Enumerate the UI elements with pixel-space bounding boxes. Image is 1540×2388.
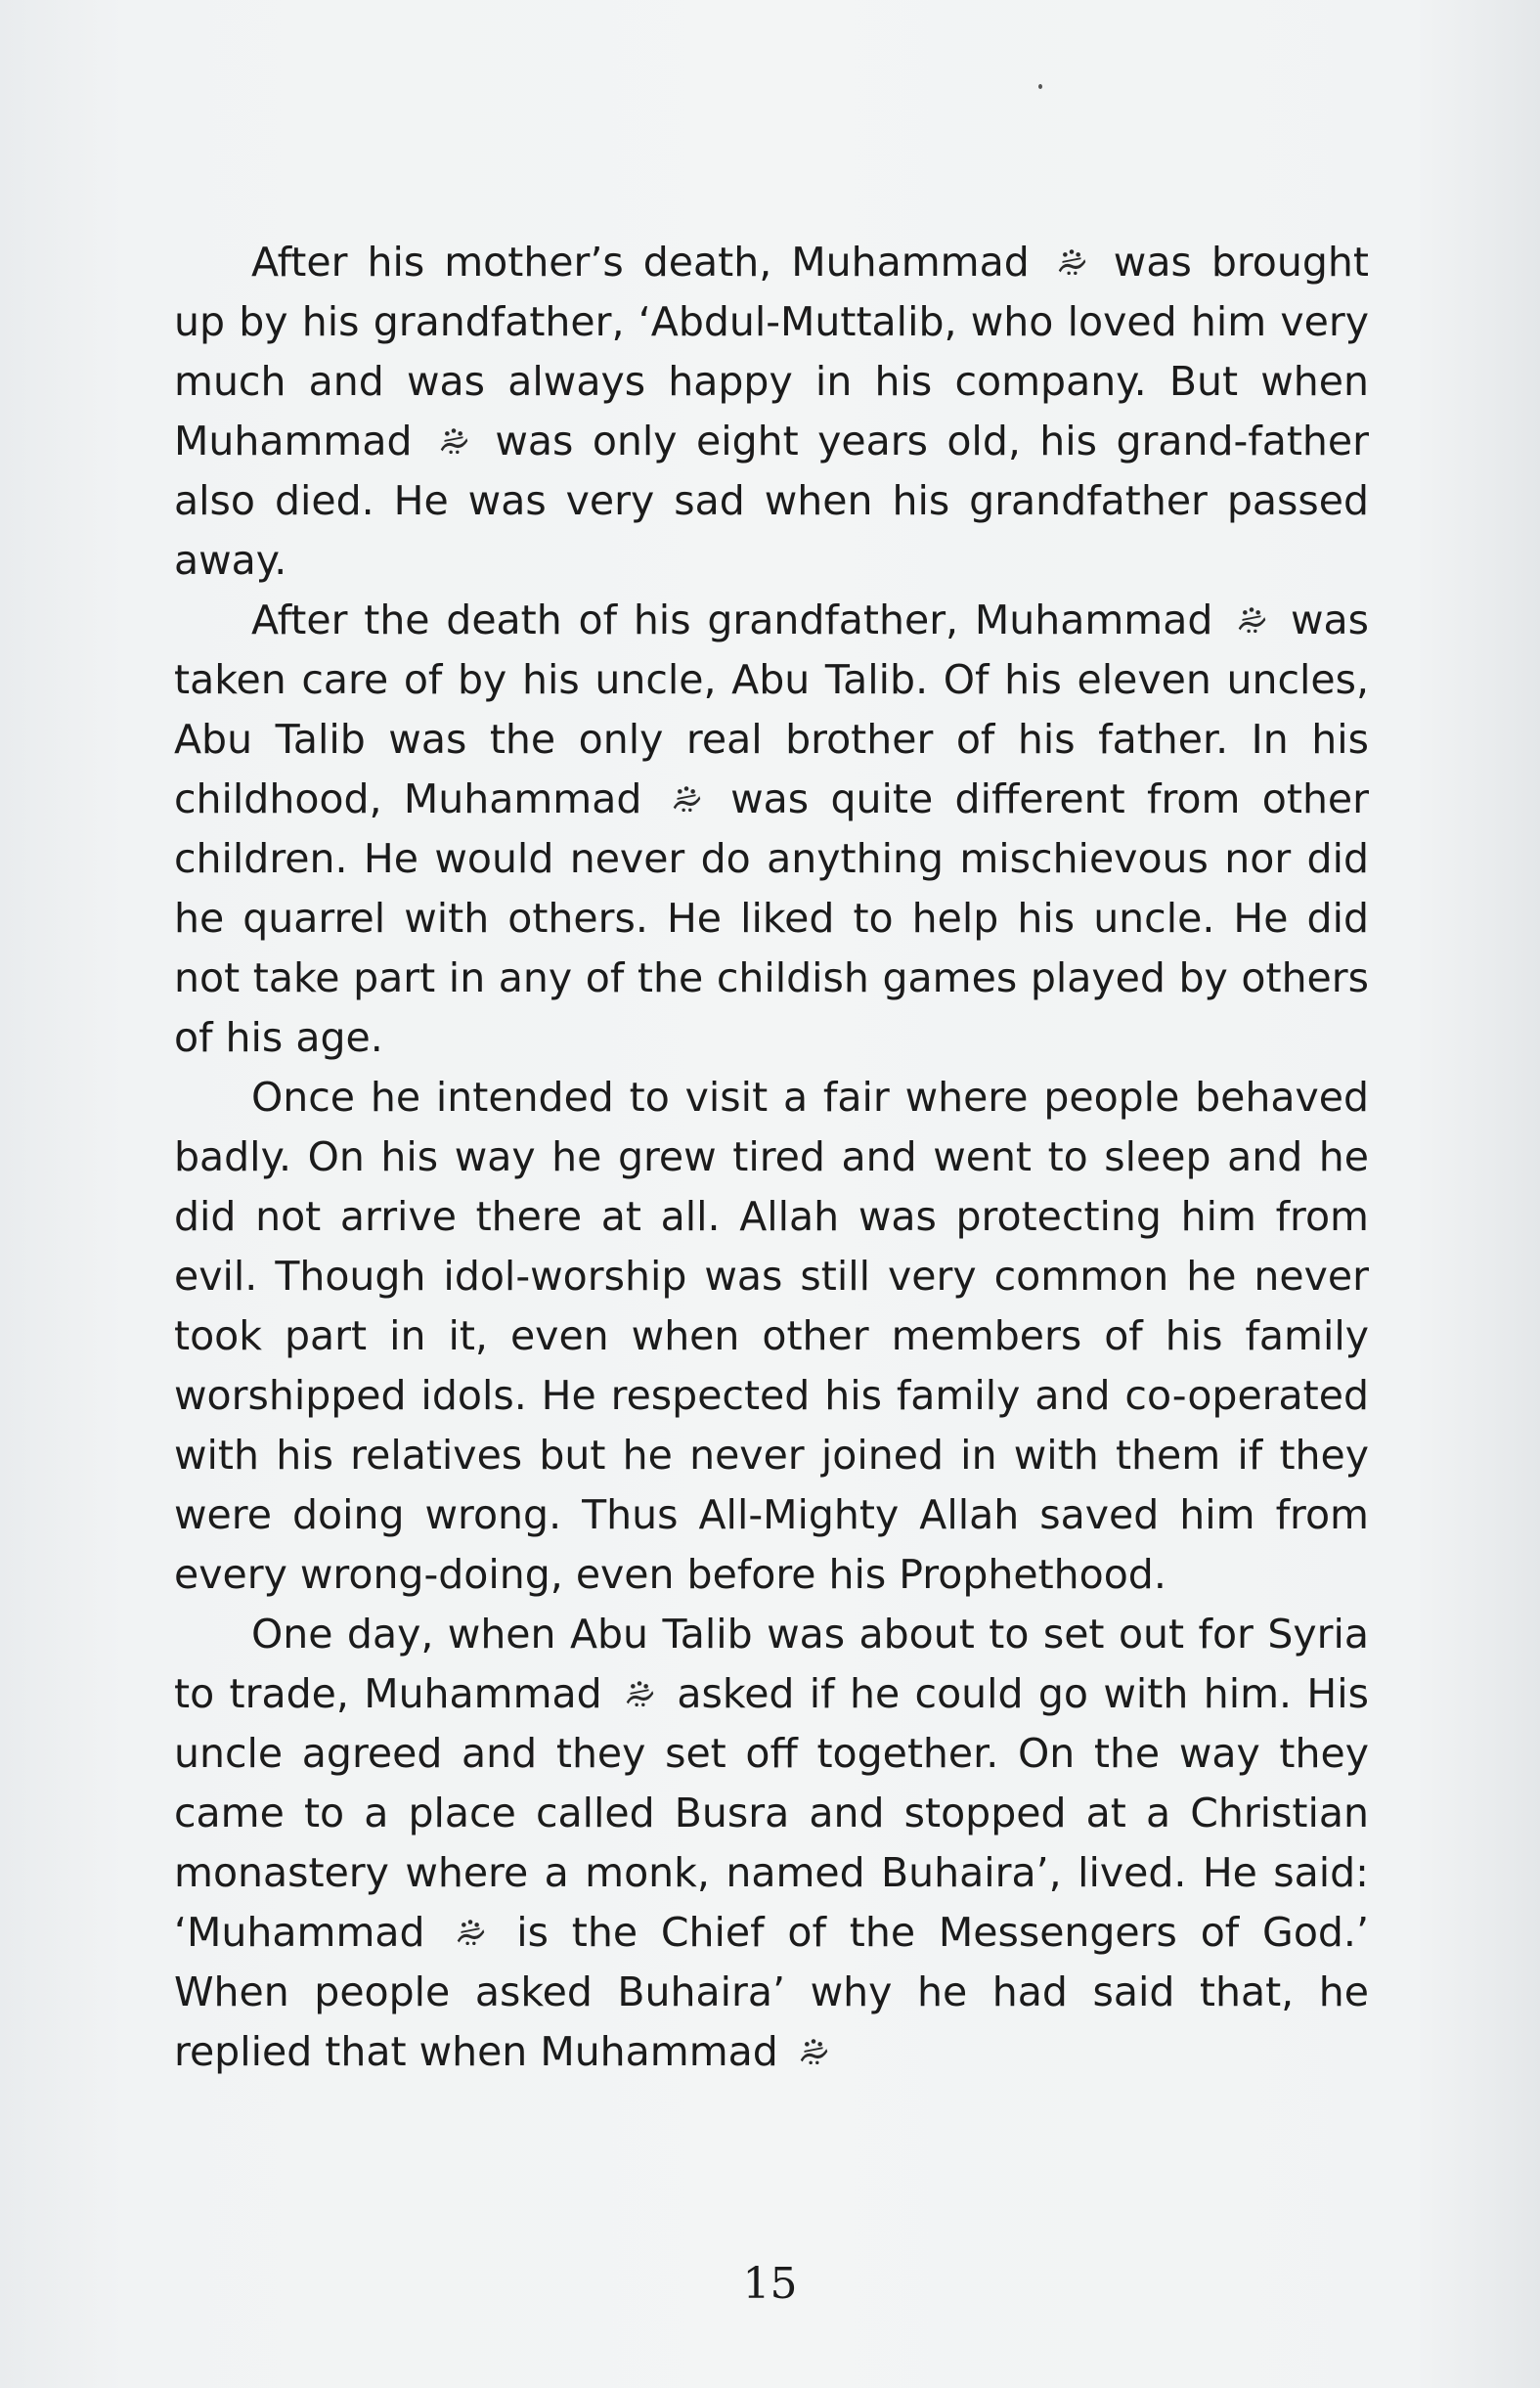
page-number: 15: [742, 2259, 798, 2309]
paragraph-4: [174, 1605, 1369, 2082]
paragraph-4-text-3: is the Chief of the Messengers of God.’ When people asked Buhaira’ why he had said that, he replied that when Muhammad: [174, 1909, 1369, 2075]
paragraph-4-text-2: asked if he could go with him. His uncle agreed and they set off together. On the way they came to a place called Busra and stopped at a Christian monastery where a monk, named Buhaira’, lived. He said: ‘Muhammad: [174, 1670, 1369, 1956]
paragraph-2-text-1: After the death of his grandfather, Muhammad: [251, 597, 1213, 643]
paragraph-2-text-3: was quite different from other children. He would never do anything mischievous nor did he quarrel with others. He liked to help his uncle. He did not take part in any of the childish games played by others of his age.: [174, 775, 1370, 1061]
paragraph-2: [174, 591, 1369, 1068]
body-text: [174, 233, 1369, 2082]
salawat-calligraphy-icon: [1053, 243, 1090, 280]
salawat-calligraphy-icon: [668, 779, 705, 817]
paragraph-2-text-2: was taken care of by his uncle, Abu Talib. Of his eleven uncles, Abu Talib was the only real brother of his father. In his childhood, Muhammad: [174, 597, 1369, 822]
paper-speck: [1038, 84, 1042, 89]
paragraph-3-text-1: Once he intended to visit a fair where people behaved badly. On his way he grew tired and went to sleep and he did not arrive there at all. Allah was protecting him from evil. Though idol-worship was still very common he never took part in it, even when other members of his family worshipped idols. He respected his family and co-operated with his relatives but he never joined in with them if they were doing wrong. Thus All-Mighty Allah saved him from every wrong-doing, even before his Prophethood.: [174, 1074, 1369, 1598]
salawat-calligraphy-icon: [452, 1913, 489, 1950]
salawat-calligraphy-icon: [1233, 600, 1270, 638]
paragraph-4-text-1: One day, when Abu Talib was about to set out for Syria to trade, Muhammad: [174, 1611, 1369, 1717]
paragraph-1-text-1: After his mother’s death, Muhammad: [251, 239, 1030, 286]
salawat-calligraphy-icon: [795, 2032, 832, 2069]
salawat-calligraphy-icon: [435, 421, 472, 459]
paragraph-3: [174, 1068, 1369, 1605]
paragraph-1: [174, 233, 1369, 591]
salawat-calligraphy-icon: [621, 1674, 658, 1711]
paragraph-1-text-3: was only eight years old, his grand-father also died. He was very sad when his grandfather passed away.: [174, 418, 1369, 584]
paragraph-1-text-2: was brought up by his grandfather, ‘Abdul-Muttalib, who loved him very much and was always happy in his company. But when Muhammad: [174, 239, 1369, 464]
